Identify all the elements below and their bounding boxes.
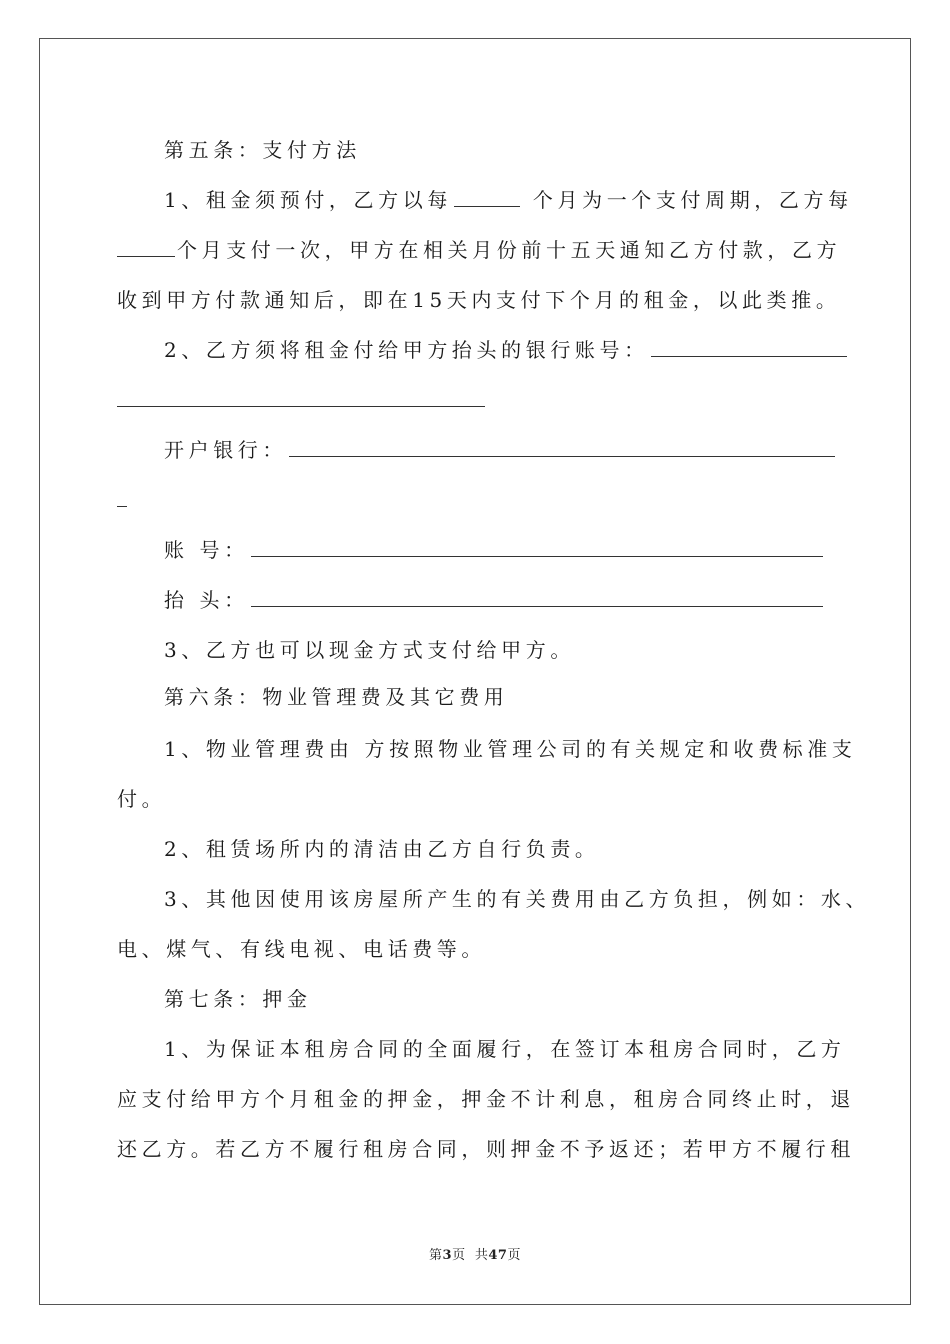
article-6-paragraph-3-line-1: 3、其他因使用该房屋所产生的有关费用由乙方负担，例如：水、 [164,887,871,911]
article-5-paragraph-1-line-3: 收到甲方付款通知后，即在15天内支付下个月的租金，以此类推。 [117,288,841,312]
article-7-paragraph-1-line-1: 1、为保证本租房合同的全面履行，在签订本租房合同时，乙方 [164,1037,846,1061]
payment-period-blank [454,188,520,207]
account-number-blank [251,538,823,557]
article-6-paragraph-2: 2、租赁场所内的清洁由乙方自行负责。 [164,837,600,861]
bank-name-row: 开户银行： [164,438,837,462]
total-page-count: 47 [488,1248,508,1263]
article-6-heading: 第六条：物业管理费及其它费用 [164,685,509,709]
bank-account-blank-continued [117,388,487,412]
bank-name-blank-continued [117,488,129,512]
article-5-paragraph-1-line-2: 个月支付一次，甲方在相关月份前十五天通知乙方付款，乙方 [117,238,841,262]
article-7-paragraph-1-line-3: 还乙方。若乙方不履行租房合同，则押金不予返还；若甲方不履行租 [117,1137,855,1161]
bank-account-blank-line-2 [117,388,485,407]
page-footer: 第3页 共47页 [429,1248,521,1263]
article-6-paragraph-1-line-1: 1、物业管理费由 方按照物业管理公司的有关规定和收费标准支 [164,737,857,761]
article-5-paragraph-1-line-1: 1、租金须预付，乙方以每 个月为一个支付周期，乙方每 [164,188,853,212]
bank-account-blank [651,338,847,357]
article-7-heading: 第七条：押金 [164,987,312,1011]
bank-name-blank [289,438,835,457]
payee-blank [251,588,823,607]
article-6-paragraph-3-line-2: 电、煤气、有线电视、电话费等。 [117,937,486,961]
current-page-number: 3 [442,1248,453,1263]
article-5-heading: 第五条：支付方法 [164,138,361,162]
article-5-paragraph-3: 3、乙方也可以现金方式支付给甲方。 [164,638,575,662]
article-7-paragraph-1-line-2: 应支付给甲方个月租金的押金，押金不计利息，租房合同终止时，退 [117,1087,855,1111]
payment-frequency-blank [117,238,175,257]
page-frame [39,38,911,1305]
payee-row: 抬 头： [164,588,825,612]
bank-name-blank-line-2 [117,488,127,507]
article-6-paragraph-1-line-2: 付。 [117,787,167,811]
article-5-paragraph-2: 2、乙方须将租金付给甲方抬头的银行账号： [164,338,849,362]
account-number-row: 账 号： [164,538,825,562]
